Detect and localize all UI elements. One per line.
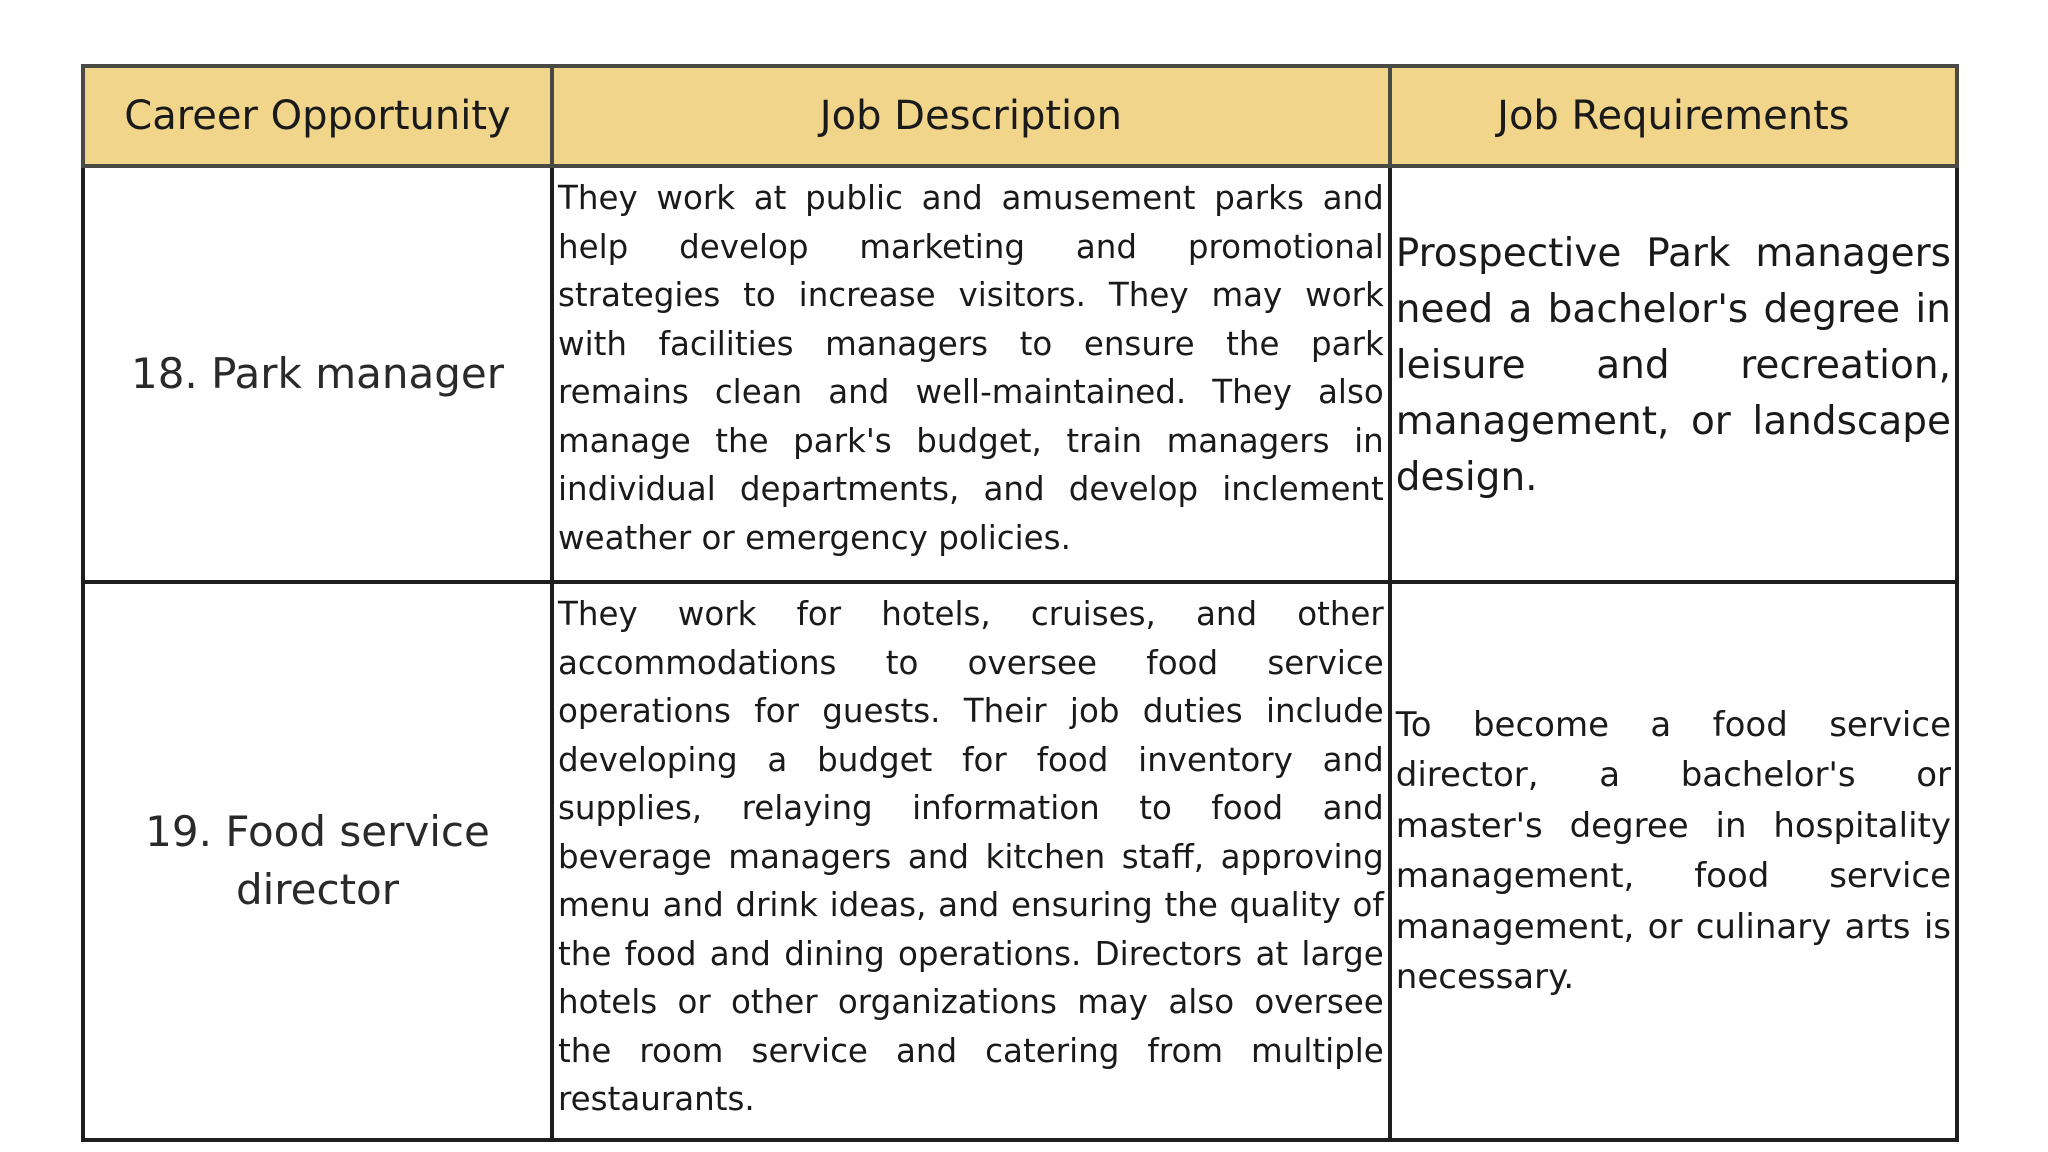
table-header [83, 66, 1957, 166]
job-requirements-text: Prospective Park managers need a bachelor's degree in leisure and recreation, management, or landscape design. [1395, 231, 1951, 500]
table-row [83, 166, 1957, 582]
table-body [83, 166, 1957, 1140]
job-description-text: They work for hotels, cruises, and other accommodations to oversee food service operations for guests. Their job duties include developing a budget for food inventory and supplies, relaying information to food and beverage managers and kitchen staff, approving menu and drink ideas, and ensuring the quality of the food and dining operations. Directors at large hotels or other organizations may also oversee the room service and catering from multiple restaurants. [558, 595, 1384, 1118]
header-job-requirements: Job Requirements [1390, 66, 1957, 166]
requirements-cell [1390, 582, 1957, 1140]
career-table [81, 64, 1959, 1142]
job-requirements-text: To become a food service director, a bachelor's or master's degree in hospitality management, food service management, or culinary arts is necessary. [1395, 704, 1951, 997]
table-row [83, 582, 1957, 1140]
description-cell [552, 166, 1390, 582]
header-career-opportunity: Career Opportunity [83, 66, 552, 166]
job-description-text: They work at public and amusement parks and help develop marketing and promotional strategies to increase visitors. They may work with facilities managers to ensure the park remains clean and well-maintained. They also manage the park's budget, train managers in individual departments, and develop inclement weather or emergency policies. [558, 179, 1384, 557]
header-row [83, 66, 1957, 166]
career-cell [83, 166, 552, 582]
career-title: 18. Park manager [130, 349, 505, 398]
description-cell [552, 582, 1390, 1140]
career-title: 19. Food service director [145, 807, 490, 914]
requirements-cell [1390, 166, 1957, 582]
header-job-description: Job Description [552, 66, 1390, 166]
career-cell [83, 582, 552, 1140]
